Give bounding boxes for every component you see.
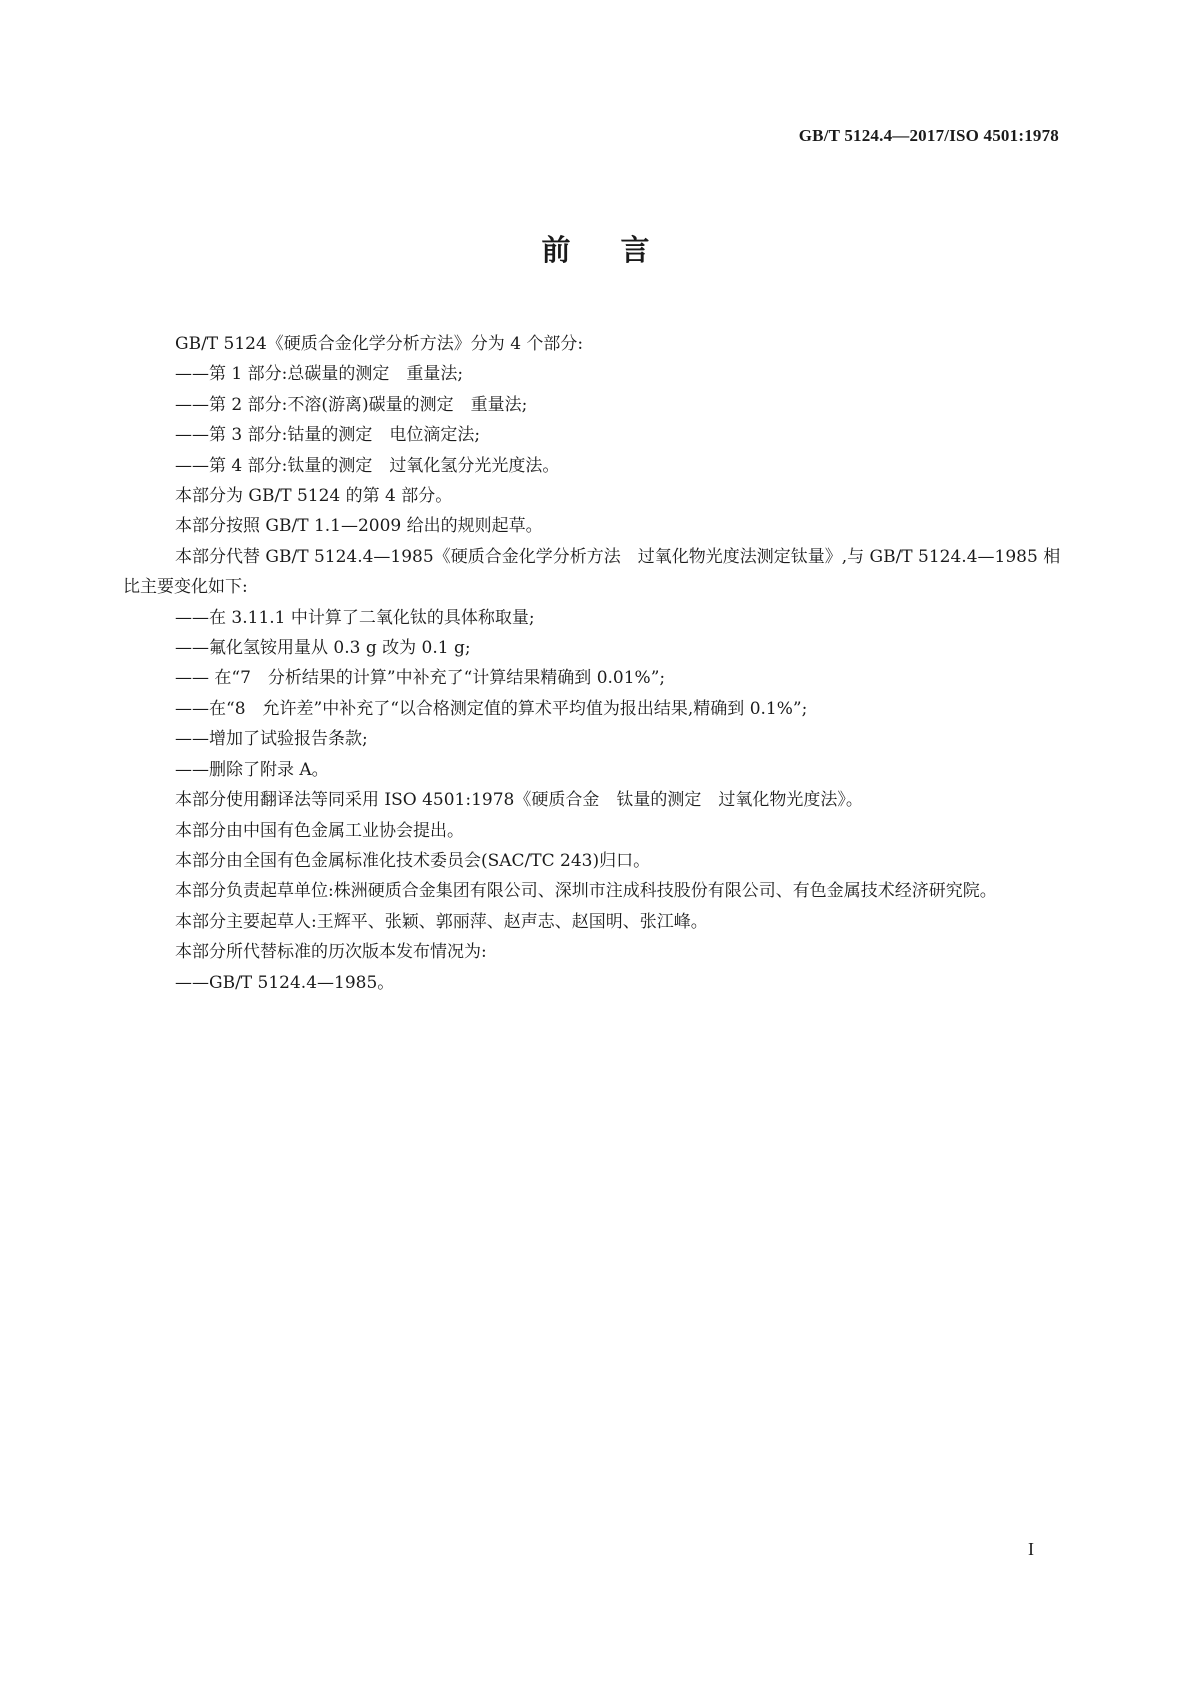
foreword-body xyxy=(123,329,1066,998)
paragraph-drafters: 本部分主要起草人:王辉平、张颖、郭丽萍、赵声志、赵国明、张江峰。 xyxy=(175,911,708,932)
standard-code: GB/T 5124.4—2017/ISO 4501:1978 xyxy=(798,126,1059,145)
list-item-change-6: ——删除了附录 A。 xyxy=(175,759,329,780)
list-item-part-3: ——第 3 部分:钴量的测定 电位滴定法; xyxy=(175,425,481,446)
paragraph-replaces: 本部分代替 GB/T 5124.4—1985《硬质合金化学分析方法 过氧化物光度法测定钛量》,与 GB/T 5124.4—1985 相比主要变化如下: xyxy=(123,546,1061,598)
list-item-part-1: ——第 1 部分:总碳量的测定 重量法; xyxy=(175,364,464,385)
paragraph-proposer: 本部分由中国有色金属工业协会提出。 xyxy=(175,820,464,841)
list-item-history-1: ——GB/T 5124.4—1985。 xyxy=(175,972,395,993)
list-item-part-4: ——第 4 部分:钛量的测定 过氧化氢分光光度法。 xyxy=(175,455,560,476)
paragraph-intro: GB/T 5124《硬质合金化学分析方法》分为 4 个部分: xyxy=(175,334,584,354)
paragraph-adoption: 本部分使用翻译法等同采用 ISO 4501:1978《硬质合金 钛量的测定 过氧化物光度法》。 xyxy=(175,790,863,811)
list-item-change-3: —— 在“7 分析结果的计算”中补充了“计算结果精确到 0.01%”; xyxy=(175,668,666,689)
list-item-change-4: ——在“8 允许差”中补充了“以合格测定值的算术平均值为报出结果,精确到 0.1%”; xyxy=(175,698,808,719)
list-item-change-1: ——在 3.11.1 中计算了二氧化钛的具体称取量; xyxy=(175,607,535,628)
page-number: I xyxy=(1028,1539,1034,1559)
list-item-change-2: ——氟化氢铵用量从 0.3 g 改为 0.1 g; xyxy=(175,638,471,659)
paragraph-history: 本部分所代替标准的历次版本发布情况为: xyxy=(175,942,487,963)
paragraph-drafting-rules: 本部分按照 GB/T 1.1—2009 给出的规则起草。 xyxy=(175,516,543,537)
paragraph-this-part: 本部分为 GB/T 5124 的第 4 部分。 xyxy=(175,486,453,507)
paragraph-committee: 本部分由全国有色金属标准化技术委员会(SAC/TC 243)归口。 xyxy=(175,850,651,871)
page-title: 前言 xyxy=(541,233,700,267)
paragraph-drafting-units: 本部分负责起草单位:株洲硬质合金集团有限公司、深圳市注成科技股份有限公司、有色金属技术经济研究院。 xyxy=(175,881,997,902)
list-item-change-5: ——增加了试验报告条款; xyxy=(175,729,368,750)
list-item-part-2: ——第 2 部分:不溶(游离)碳量的测定 重量法; xyxy=(175,394,528,415)
